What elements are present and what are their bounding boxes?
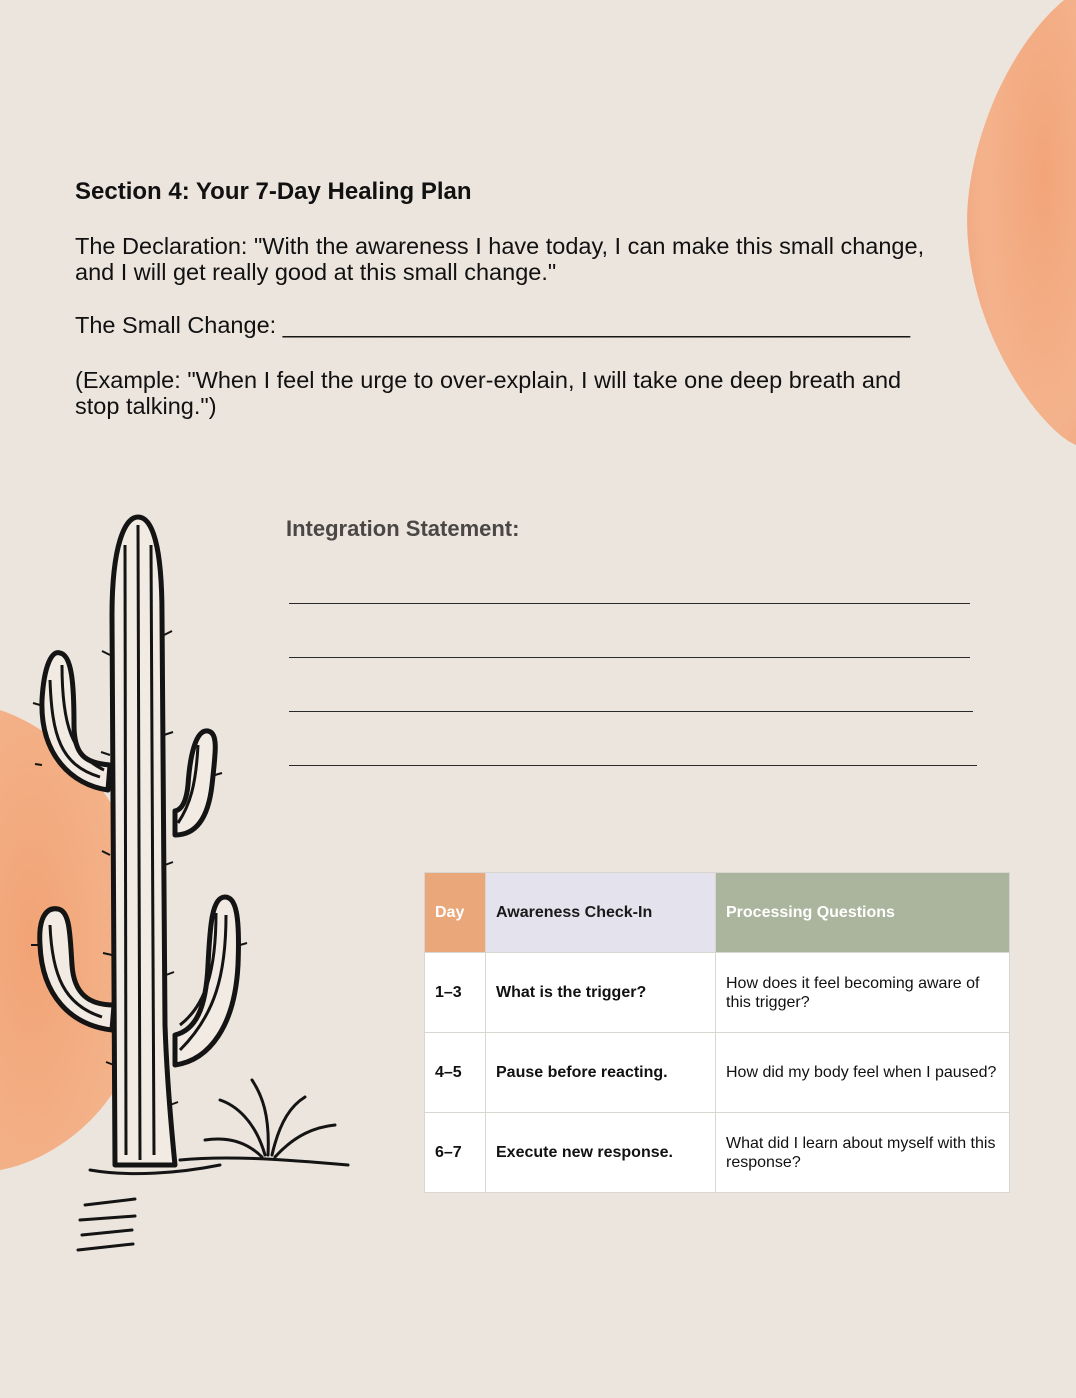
- integration-write-line[interactable]: [289, 657, 970, 658]
- header-day: Day: [425, 873, 486, 953]
- check-in-cell: Pause before reacting.: [486, 1033, 716, 1113]
- integration-write-line[interactable]: [289, 711, 973, 712]
- day-cell: 1–3: [425, 953, 486, 1033]
- day-cell: 6–7: [425, 1113, 486, 1193]
- healing-plan-table: [424, 872, 1010, 1193]
- table-row: [425, 1113, 1010, 1193]
- saguaro-cactus-icon: [30, 505, 360, 1265]
- declaration-text: The Declaration: "With the awareness I have today, I can make this small change, and I will get really good at this small change.": [75, 233, 925, 285]
- table-row: [425, 953, 1010, 1033]
- question-cell: What did I learn about myself with this response?: [716, 1113, 1010, 1193]
- table-header-row: [425, 873, 1010, 953]
- question-cell: How does it feel becoming aware of this trigger?: [716, 953, 1010, 1033]
- example-text: (Example: "When I feel the urge to over-explain, I will take one deep breath and stop talking."): [75, 367, 902, 419]
- check-in-cell: What is the trigger?: [486, 953, 716, 1033]
- small-change-prompt: The Small Change: ________________________________________________: [75, 312, 911, 338]
- table-row: [425, 1033, 1010, 1113]
- day-cell: 4–5: [425, 1033, 486, 1113]
- header-processing-questions: Processing Questions: [716, 873, 1010, 953]
- watercolor-blob-top-right: [946, 0, 1076, 450]
- integration-write-line[interactable]: [289, 603, 970, 604]
- check-in-cell: Execute new response.: [486, 1113, 716, 1193]
- integration-write-line[interactable]: [289, 765, 977, 766]
- section-title: Section 4: Your 7-Day Healing Plan: [75, 178, 472, 205]
- question-cell: How did my body feel when I paused?: [716, 1033, 1010, 1113]
- integration-statement-label: Integration Statement:: [286, 516, 520, 541]
- header-awareness-check-in: Awareness Check-In: [486, 873, 716, 953]
